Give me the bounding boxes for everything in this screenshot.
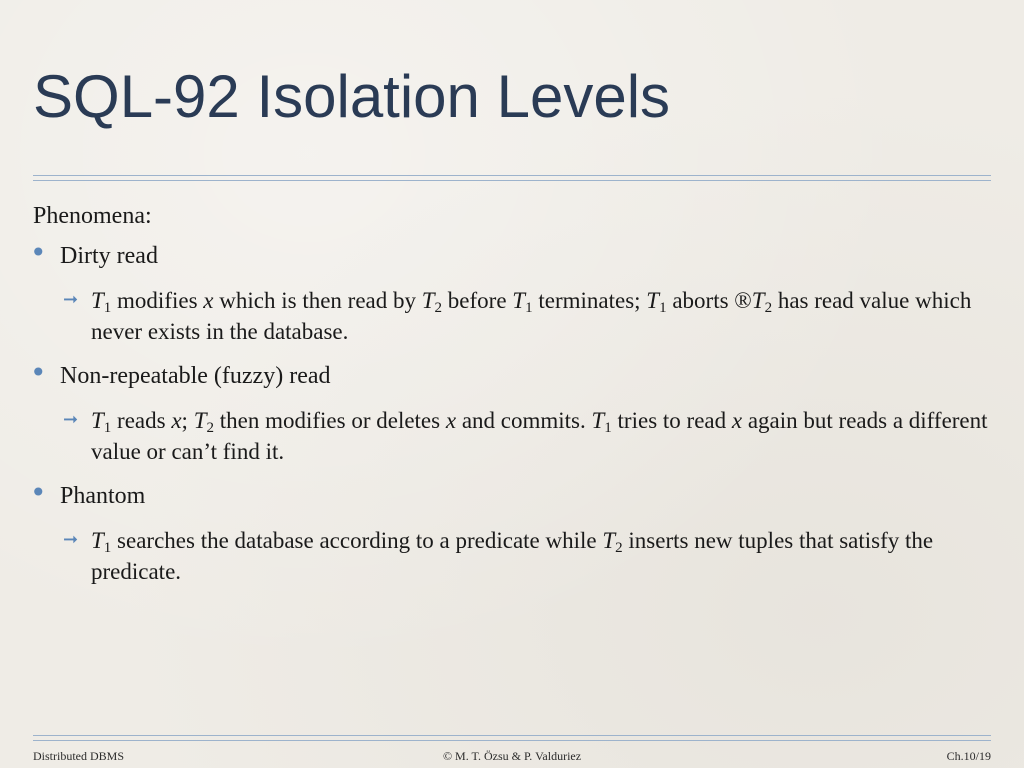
bullet-label: Phantom (60, 483, 146, 509)
transaction-symbol: T (421, 288, 435, 313)
transaction-index: 2 (615, 540, 623, 556)
bullet-label: Dirty read (60, 243, 158, 269)
slide-body (30, 200, 993, 600)
transaction-symbol: T (512, 288, 526, 313)
detail-text: has read value which never exists in the database. (91, 288, 972, 344)
transaction-index: 2 (206, 420, 214, 436)
transaction-symbol: T (602, 528, 616, 553)
footer-page-number: Ch.10/19 (946, 749, 991, 763)
arrow-icon: ➞ (63, 409, 79, 430)
detail-text: which is then read by (213, 288, 422, 313)
detail-text: then modifies or deletes (213, 408, 446, 433)
arrow-icon: ➞ (63, 529, 79, 550)
variable-symbol: x (203, 288, 214, 313)
slide-title: SQL-92 Isolation Levels (33, 63, 671, 130)
detail-text: inserts new tuples that satisfy the predicate. (91, 528, 934, 584)
transaction-symbol: T (751, 288, 765, 313)
footer-divider-line (33, 735, 991, 736)
footer-divider-line-secondary (33, 740, 991, 741)
detail-text: modifies (111, 288, 204, 313)
variable-symbol: x (445, 408, 457, 433)
transaction-symbol: T (193, 408, 207, 433)
sub-item-dirty-read-detail (63, 285, 996, 347)
transaction-symbol: T (91, 408, 104, 433)
phenomena-heading: Phenomena: (33, 203, 152, 229)
transaction-index: 1 (525, 300, 533, 316)
detail-text: aborts ® (666, 288, 752, 313)
transaction-index: 1 (103, 300, 112, 316)
bullet-item-dirty-read (30, 236, 993, 272)
arrow-icon: ➞ (63, 289, 79, 310)
detail-text: again but reads a different value or can’t find it. (91, 408, 988, 464)
footer-copyright: © M. T. Özsu & P. Valduriez (442, 749, 582, 763)
transaction-index: 1 (604, 420, 612, 436)
sub-item-phantom-detail (63, 525, 996, 587)
bullet-item-phantom (30, 476, 993, 512)
detail-text: before (442, 288, 513, 313)
detail-text: tries to read (611, 408, 732, 433)
bullet-label: Non-repeatable (fuzzy) read (60, 363, 331, 389)
bullet-icon: • (30, 356, 47, 389)
sub-item-non-repeatable-read-detail (63, 405, 996, 467)
detail-text: ; (181, 408, 194, 433)
title-divider-line-secondary (33, 180, 991, 181)
bullet-icon: • (30, 236, 47, 269)
transaction-index: 2 (764, 300, 773, 316)
transaction-index: 2 (434, 300, 443, 316)
detail-text: reads (111, 408, 172, 433)
title-divider-line (33, 175, 991, 176)
variable-symbol: x (171, 408, 182, 433)
detail-text: and commits. (456, 408, 592, 433)
transaction-symbol: T (91, 288, 104, 313)
transaction-symbol: T (591, 408, 605, 433)
footer-course-name: Distributed DBMS (33, 749, 125, 763)
transaction-symbol: T (91, 528, 104, 553)
detail-text: terminates; (532, 288, 647, 313)
transaction-symbol: T (646, 288, 660, 313)
detail-text: searches the database according to a predicate while (111, 528, 603, 553)
transaction-index: 1 (103, 420, 112, 436)
transaction-index: 1 (659, 300, 667, 316)
variable-symbol: x (731, 408, 743, 433)
bullet-item-non-repeatable-read (30, 356, 993, 392)
bullet-icon: • (30, 476, 47, 509)
transaction-index: 1 (103, 540, 112, 556)
